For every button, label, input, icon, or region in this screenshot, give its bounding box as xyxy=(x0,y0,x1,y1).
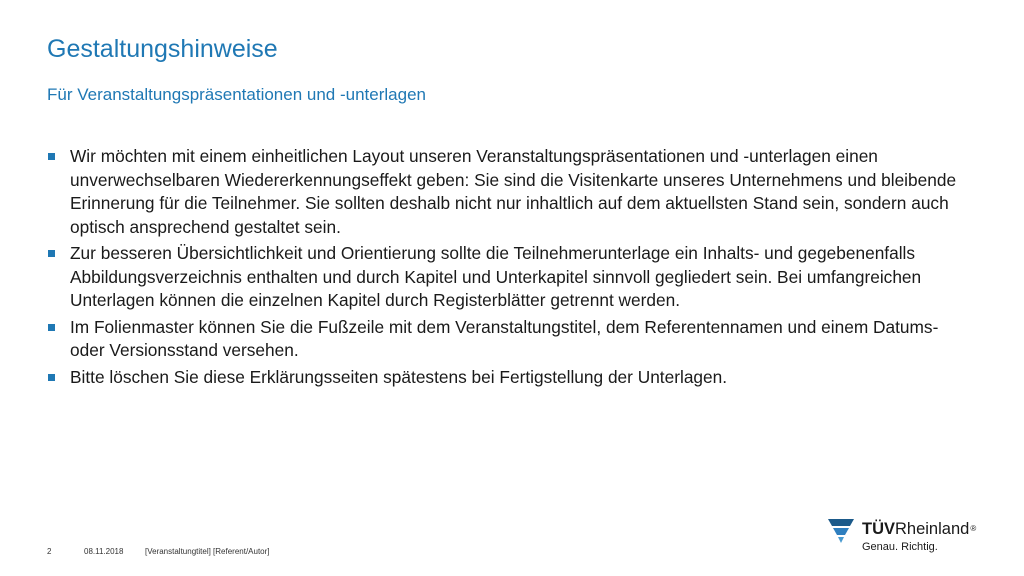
bullet-item xyxy=(47,242,977,313)
bullet-item xyxy=(47,316,977,363)
bullet-text: Zur besseren Übersichtlichkeit und Orientierung sollte die Teilnehmerunterlage ein Inhalts- und gegebenenfalls Abbildungsverzeichnis enthalten und durch Kapitel und Unterkapitel sinnvoll gegliedert sein. Bei umfangreichen Unterlagen können die einzelnen Kapitel durch Registerblätter getrennt werden. xyxy=(70,243,922,310)
bullet-item xyxy=(47,145,977,239)
bullet-text: Wir möchten mit einem einheitlichen Layout unseren Veranstaltungspräsentationen und -unterlagen einen unverwechselbaren Wiedererkennungseffekt geben: Sie sind die Visitenkarte unseres Unternehmens und bleibende Erinnerung für die Teilnehmer. Sie sollten deshalb nicht nur inhaltlich auf dem aktuellsten Stand sein, sondern auch optisch ansprechend gestaltet sein. xyxy=(70,146,957,237)
logo-slogan: Genau. Richtig. xyxy=(862,541,938,553)
logo-brand-bold: TÜV xyxy=(862,520,895,538)
square-bullet-icon xyxy=(48,324,55,331)
bullet-item xyxy=(47,366,977,390)
footer-date: 08.11.2018 xyxy=(84,547,124,556)
footer-page-number: 2 xyxy=(47,547,52,556)
logo-registered-mark: ® xyxy=(970,524,977,533)
tuv-rheinland-logo xyxy=(826,518,986,558)
square-bullet-icon xyxy=(48,153,55,160)
bullet-text: Im Folienmaster können Sie die Fußzeile mit dem Veranstaltungstitel, dem Referentennamen und einem Datums- oder Versionsstand versehen. xyxy=(70,316,939,360)
bullet-list xyxy=(47,145,977,392)
logo-brand-rest: Rheinland xyxy=(895,520,970,538)
slide-title: Gestaltungshinweise xyxy=(47,35,278,63)
slide-subtitle: Für Veranstaltungspräsentationen und -unterlagen xyxy=(47,85,426,104)
triangle-logo-icon xyxy=(826,518,856,549)
footer-event-info: [Veranstaltungtitel] [Referent/Autor] xyxy=(145,547,270,556)
square-bullet-icon xyxy=(48,250,55,257)
bullet-text: Bitte löschen Sie diese Erklärungsseiten spätestens bei Fertigstellung der Unterlagen. xyxy=(70,366,728,387)
logo-brand-name xyxy=(862,520,976,539)
square-bullet-icon xyxy=(48,374,55,381)
